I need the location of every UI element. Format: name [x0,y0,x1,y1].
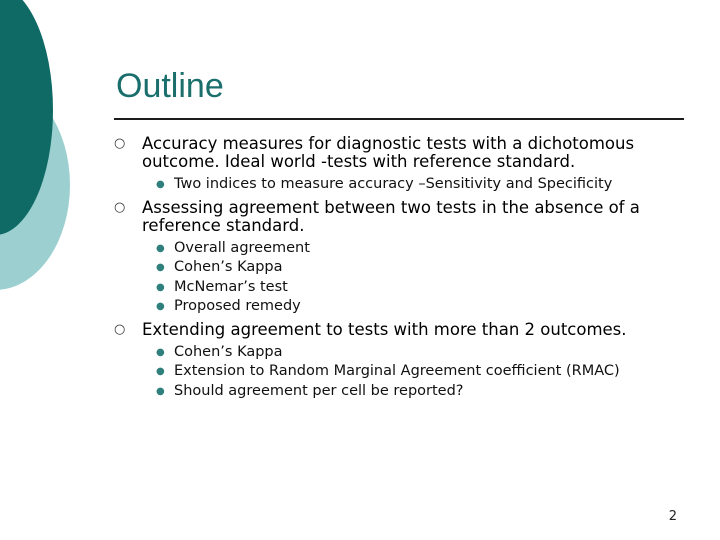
sub-item-text: Proposed remedy [174,298,301,314]
outline-list [114,135,684,405]
dot-bullet-icon: ● [156,179,165,190]
circle-bullet-icon: ○ [114,136,126,151]
title-underline [114,118,684,120]
dot-bullet-icon: ● [156,242,165,254]
circle-bullet-icon: ○ [114,321,126,337]
sub-item [142,175,684,195]
sub-item-text: Overall agreement [174,239,310,256]
outline-item [114,135,684,195]
dot-bullet-icon: ● [156,366,165,377]
dot-bullet-icon: ● [156,301,165,312]
sub-list [142,175,684,195]
outline-item-text: Extending agreement to tests with more than 2 outcomes. [142,319,627,339]
sub-item [142,343,684,363]
sub-item [142,362,684,382]
page-number: 2 [668,509,677,524]
sub-list [142,343,684,402]
dot-bullet-icon: ● [156,385,165,397]
sub-item-text: Cohen’s Kappa [174,343,283,360]
dot-bullet-icon: ● [156,262,165,273]
light-teal-circle [0,80,70,290]
sub-item [142,258,684,278]
corner-decoration [0,0,80,300]
outline-item-text: Accuracy measures for diagnostic tests with a dichotomous outcome. Ideal world -tests with reference standard. [142,134,635,171]
outline-item [114,199,684,317]
sub-item-text: Extension to Random Marginal Agreement coefficient (RMAC) [174,363,620,379]
sub-item [142,382,684,402]
dot-bullet-icon: ● [156,346,165,358]
sub-item [142,278,684,298]
sub-item-text: Two indices to measure accuracy –Sensitivity and Specificity [174,176,613,192]
outline-item-text: Assessing agreement between two tests in the absence of a reference standard. [142,197,640,235]
sub-item-text: Should agreement per cell be reported? [174,382,464,399]
dot-bullet-icon: ● [156,281,165,293]
sub-item [142,239,684,259]
sub-item-text: Cohen’s Kappa [174,259,283,275]
dark-teal-circle [0,0,53,235]
sub-item-text: McNemar’s test [174,278,288,295]
sub-item [142,297,684,317]
sub-list [142,239,684,317]
outline-item [114,321,684,402]
circle-bullet-icon: ○ [114,199,126,215]
slide-title: Outline [116,67,224,105]
